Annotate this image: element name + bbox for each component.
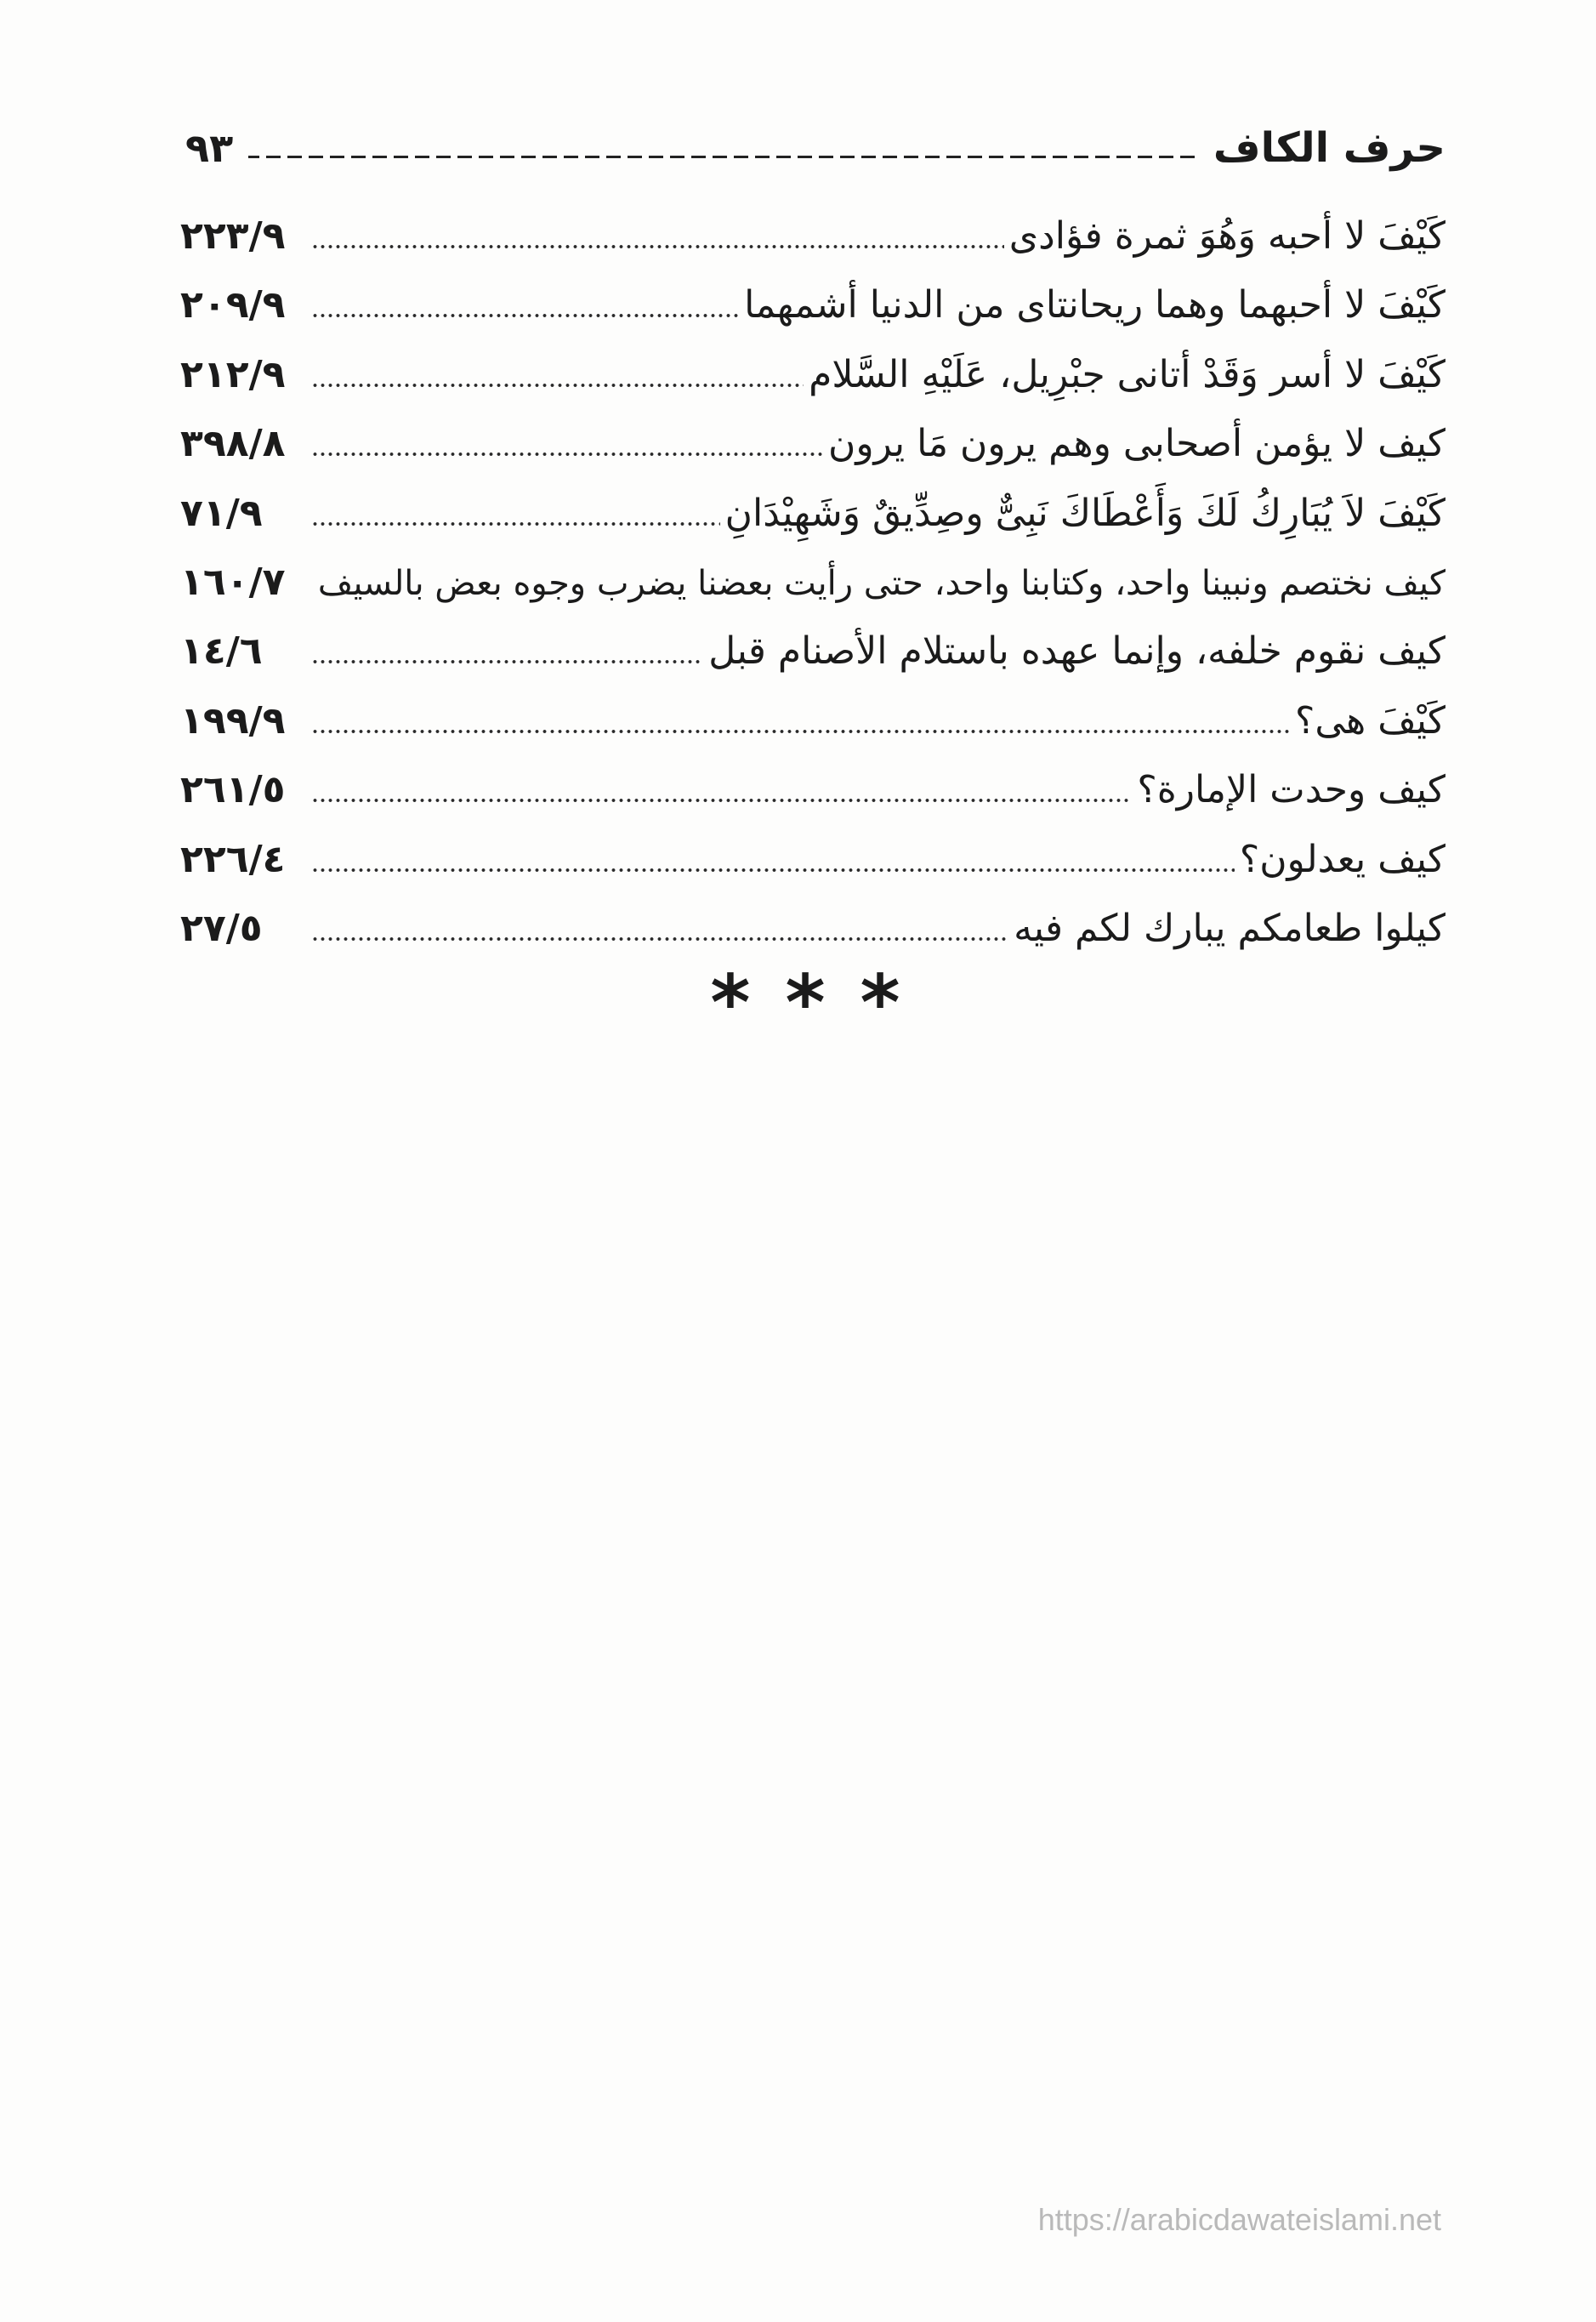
dot-leader <box>311 245 1004 248</box>
entry-text: كيف وحدت الإمارة؟ <box>1137 768 1445 812</box>
entry-reference: ٢١٢/٩ <box>180 352 286 396</box>
index-entry <box>180 755 1445 824</box>
header-dashed-rule <box>248 156 1195 158</box>
entry-text: كيلوا طعامكم يبارك لكم فيه <box>1014 906 1445 950</box>
entry-reference: ١٩٩/٩ <box>180 698 286 743</box>
page-number: ٩٣ <box>185 125 234 171</box>
index-entry <box>180 825 1445 894</box>
page-header <box>180 116 1445 180</box>
entry-reference: ١٤/٦ <box>180 629 263 674</box>
entry-reference: ٣٩٨/٨ <box>180 422 286 466</box>
dot-leader <box>311 937 1008 941</box>
watermark-url: https://arabicdawateislami.net <box>1037 2202 1441 2237</box>
dot-leader <box>311 799 1132 802</box>
entry-text: كَيْفَ هى؟ <box>1295 698 1445 743</box>
entry-text: كَيْفَ لا أحبه وَهُوَ ثمرة فؤادى <box>1008 214 1445 258</box>
entry-text: كَيْفَ لاَ يُبَارِكُ لَكَ وَأَعْطَاكَ نَبِىٌّ وصِدِّيقٌ وَشَهِيْدَانِ <box>724 491 1445 535</box>
dot-leader <box>311 452 823 456</box>
section-title: حرف الكاف <box>1213 124 1445 172</box>
index-entry <box>180 548 1445 617</box>
index-entry <box>180 340 1445 409</box>
index-entry <box>180 409 1445 478</box>
index-entry <box>180 686 1445 755</box>
entry-reference: ٢٢٣/٩ <box>180 214 286 258</box>
entry-text: كيف نختصم ونبينا واحد، وكتابنا واحد، حتى رأيت بعضنا يضرب وجوه بعض بالسيف <box>317 563 1445 603</box>
entry-text: كيف نقوم خلفه، وإنما عهده باستلام الأصنام قبل <box>708 629 1445 674</box>
separator-star-icon: * <box>710 959 751 1048</box>
dot-leader <box>311 868 1235 872</box>
entry-reference: ٢٢٦/٤ <box>180 837 286 881</box>
entry-reference: ٢٧/٥ <box>180 906 263 950</box>
entry-reference: ٢٦١/٥ <box>180 768 286 812</box>
index-entry <box>180 894 1445 963</box>
index-entry <box>180 270 1445 339</box>
dot-leader <box>311 730 1290 733</box>
separator-star-icon: * <box>860 959 900 1048</box>
dot-leader <box>311 522 720 526</box>
dot-leader <box>311 314 739 317</box>
index-entry <box>180 202 1445 270</box>
entry-reference: ٧١/٩ <box>180 491 263 535</box>
entry-text: كَيْفَ لا أحبهما وهما ريحانتاى من الدنيا أشمهما <box>744 283 1445 327</box>
entry-reference: ١٦٠/٧ <box>180 560 286 604</box>
entry-reference: ٢٠٩/٩ <box>180 283 286 327</box>
dot-leader <box>311 660 703 663</box>
section-separator <box>710 959 900 1048</box>
index-list <box>180 202 1445 963</box>
entry-text: كيف لا يؤمن أصحابى وهم يرون مَا يرون <box>828 422 1445 466</box>
index-entry <box>180 479 1445 548</box>
entry-text: كَيْفَ لا أسر وَقَدْ أتانى جبْرِيل، عَلَيْهِ السَّلام <box>809 352 1445 396</box>
dot-leader <box>311 384 804 387</box>
index-entry <box>180 617 1445 686</box>
entry-text: كيف يعدلون؟ <box>1239 837 1445 881</box>
separator-star-icon: * <box>785 959 826 1048</box>
